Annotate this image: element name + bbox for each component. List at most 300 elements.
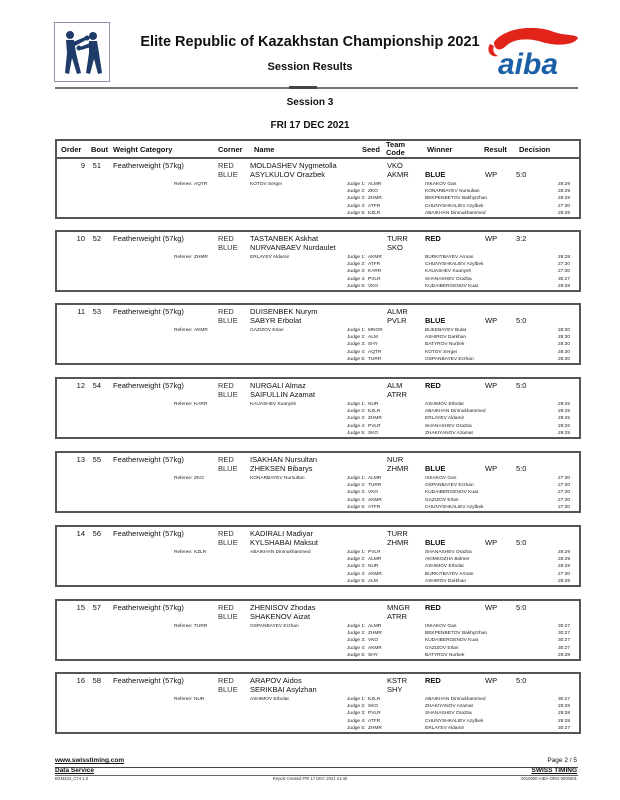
judge-label: Judge 2: <box>347 262 366 268</box>
judge-team: KZLR <box>368 409 381 415</box>
col-team-code-line1: Team <box>386 140 406 149</box>
judge-name: BURKITBAYEV Arman <box>425 255 474 260</box>
col-result: Result <box>484 145 507 154</box>
judge-team: ATFR <box>368 718 381 724</box>
judge-name: ERLAYEV Aldamir <box>425 416 465 422</box>
judge-name: CHUNYSHKALIEV Azylbek <box>425 203 484 209</box>
bout-number: 57 <box>92 603 101 612</box>
red-boxer-name: ARAPOV Aidos <box>250 676 302 685</box>
judge-score: 28:29 <box>558 557 571 563</box>
judge-team: ZHMR <box>368 416 382 422</box>
red-boxer-name: ISAKHAN Nursultan <box>250 455 318 464</box>
corner-red-label: RED <box>218 455 234 464</box>
judge-team: PVLR <box>368 550 381 555</box>
judge-score: 30:27 <box>558 624 571 629</box>
judge-label: Judge 5: <box>347 652 366 658</box>
judge-score: 30:27 <box>558 276 571 282</box>
judge-name: KONARBAYEV Nursultan <box>425 189 480 195</box>
judge-name: KAUASHEV Kuanysh <box>425 269 472 275</box>
judge-team: AKMR <box>368 571 382 577</box>
judge-label: Judge 1: <box>347 182 366 187</box>
corner-red-label: RED <box>218 529 234 538</box>
judge-score: 27:30 <box>558 504 571 510</box>
footer-url-link[interactable]: www.swisstiming.com <box>55 757 125 764</box>
referee-name: OSPANBAYEV Erzhan <box>250 624 299 629</box>
judge-name: BUKEBAYEV Bulat <box>425 328 466 333</box>
blue-team-code: AKMR <box>387 170 409 179</box>
bout-block <box>55 377 581 439</box>
judge-score: 29:28 <box>558 283 571 289</box>
judge-name: ZHAKIYANOV Azamat <box>425 704 473 710</box>
judge-team: SHY <box>368 342 378 348</box>
judge-score: 28:29 <box>558 564 571 570</box>
judge-label: Judge 3: <box>347 490 366 496</box>
bout-order: 13 <box>76 455 85 464</box>
judge-team: MNGR <box>368 328 383 333</box>
judge-score: 29:25 <box>558 430 571 436</box>
bout-block <box>55 672 581 734</box>
judge-label: Judge 2: <box>347 704 366 710</box>
corner-red-label: RED <box>218 381 234 390</box>
report-reference: 0010000-AIBA-ORG-0000001 <box>521 776 577 781</box>
winner-corner: RED <box>425 381 441 390</box>
winner-corner: BLUE <box>425 464 446 473</box>
judge-name: ISKAKOV Gan <box>425 476 457 481</box>
judge-score: 27:30 <box>558 262 571 268</box>
judge-score: 30:27 <box>558 631 571 637</box>
judge-label: Judge 2: <box>347 557 366 563</box>
judge-name: ERLAYEV Aldamir <box>425 725 465 731</box>
judge-team: ZHMR <box>368 631 382 637</box>
judge-team: ZHMR <box>368 196 382 202</box>
judge-name: CHUNYSHKALIEV Azylbek <box>425 262 484 268</box>
judge-name: KUDAIBERGENOV Kuat <box>425 283 479 289</box>
judge-score: 29:28 <box>558 255 571 260</box>
page-title: Elite Republic of Kazakhstan Championship 2021 <box>140 34 480 50</box>
session-label: Session 3 <box>286 97 334 108</box>
bout-number: 58 <box>92 676 101 685</box>
col-decision: Decision <box>519 145 551 154</box>
col-name: Name <box>254 145 275 154</box>
red-team-code: KSTR <box>387 676 408 685</box>
judge-name: ABAIKHAN Dinmukhammed <box>425 697 486 702</box>
judge-label: Judge 3: <box>347 416 366 422</box>
judge-label: Judge 4: <box>347 645 366 651</box>
winner-corner: BLUE <box>425 170 446 179</box>
judge-label: Judge 3: <box>347 638 366 644</box>
judge-label: Judge 2: <box>347 483 366 489</box>
blue-boxer-name: NURVANBAEV Nurdaulet <box>250 243 336 252</box>
referee-name: KOTOV Sergei <box>250 182 282 187</box>
judge-name: KUDAIBERGENOV Kuat <box>425 490 479 496</box>
blue-boxer-name: SHAKENOV Aizat <box>250 612 311 621</box>
judge-team: TURR <box>368 356 382 362</box>
corner-red-label: RED <box>218 676 234 685</box>
referee-name: ASHIMOV Erbolat <box>250 697 289 702</box>
referee-team: AKMR <box>194 328 208 333</box>
judge-label: Judge 3: <box>347 269 366 275</box>
judge-score: 29:26 <box>558 423 571 429</box>
bout-order: 10 <box>76 234 85 243</box>
red-team-code: ALM <box>387 381 403 390</box>
referee-label: Referee: <box>174 697 193 702</box>
session-date: FRI 17 DEC 2021 <box>270 120 350 131</box>
judge-label: Judge 4: <box>347 203 366 209</box>
boxers-logo-icon <box>54 22 110 82</box>
judge-label: Judge 3: <box>347 564 366 570</box>
bout-number: 54 <box>92 381 101 390</box>
winner-corner: RED <box>425 234 441 243</box>
judge-label: Judge 4: <box>347 423 366 429</box>
judge-team: ZHMR <box>368 725 382 731</box>
judge-team: ATFR <box>368 203 381 209</box>
winner-corner: BLUE <box>425 316 446 325</box>
judge-name: KOTOV Sergei <box>425 349 457 355</box>
judge-score: 30:27 <box>558 638 571 644</box>
judge-label: Judge 1: <box>347 328 366 333</box>
corner-blue-label: BLUE <box>218 538 238 547</box>
judge-name: ISKAKOV Gan <box>425 624 457 629</box>
judge-team: ALMR <box>368 476 382 481</box>
judge-score: 28:30 <box>558 342 571 348</box>
judge-name: GAZIZOV Erlan <box>425 497 459 503</box>
judge-team: SKO <box>368 430 379 436</box>
bout-block <box>55 157 581 219</box>
blue-boxer-name: SAIFULLIN Azamat <box>250 390 316 399</box>
judge-team: PVLR <box>368 423 381 429</box>
judge-team: AKMR <box>368 645 382 651</box>
weight-category: Featherweight (57kg) <box>113 603 184 612</box>
corner-blue-label: BLUE <box>218 170 238 179</box>
judge-score: 29:28 <box>558 718 571 724</box>
judge-label: Judge 3: <box>347 711 366 717</box>
referee-label: Referee: <box>174 550 193 555</box>
red-boxer-name: ZHENISOV Zhodas <box>250 603 316 612</box>
blue-team-code: ATRR <box>387 390 407 399</box>
result-type: WP <box>485 234 498 243</box>
report-created: Report Created FRI 17 DEC 2021 21:40 <box>272 776 348 781</box>
judge-label: Judge 4: <box>347 497 366 503</box>
judge-label: Judge 1: <box>347 697 366 702</box>
judge-score: 29:25 <box>558 402 571 407</box>
red-boxer-name: TASTANBEK Askhat <box>250 234 319 243</box>
bout-block <box>55 599 581 661</box>
blue-team-code: ZHMR <box>387 538 409 547</box>
judge-score: 29:25 <box>558 416 571 422</box>
blue-boxer-name: ZHEKSEN Bibarys <box>250 464 313 473</box>
judge-score: 28:30 <box>558 356 571 362</box>
judge-name: KUDAIBERGENOV Kuat <box>425 638 479 644</box>
judge-team: ALMR <box>368 557 382 563</box>
judge-name: GAZIZOV Erlan <box>425 645 459 651</box>
judge-team: VKO <box>368 283 379 289</box>
judge-team: VKO <box>368 638 379 644</box>
svg-text:aiba: aiba <box>498 48 559 78</box>
judge-score: 28:30 <box>558 349 571 355</box>
page-subtitle: Session Results <box>267 61 353 73</box>
judge-label: Judge 1: <box>347 550 366 555</box>
judge-name: OSPANBAYEV Erzhan <box>425 483 474 489</box>
col-team-code <box>386 141 405 157</box>
result-type: WP <box>485 464 498 473</box>
bout-block <box>55 303 581 365</box>
judge-team: KZLR <box>368 210 381 216</box>
judge-team: KARR <box>368 269 382 275</box>
bout-number: 56 <box>92 529 101 538</box>
referee-team: ZHMR <box>194 255 208 260</box>
blue-team-code: PVLR <box>387 316 407 325</box>
judge-label: Judge 2: <box>347 631 366 637</box>
judge-name: CHUNYSHKALIEV Azylbek <box>425 504 484 510</box>
judge-label: Judge 4: <box>347 276 366 282</box>
blue-team-code: ATRR <box>387 612 407 621</box>
referee-label: Referee: <box>174 182 193 187</box>
result-type: WP <box>485 170 498 179</box>
judge-score: 28:30 <box>558 328 571 333</box>
judge-label: Judge 1: <box>347 624 366 629</box>
judge-label: Judge 3: <box>347 342 366 348</box>
judge-score: 27:30 <box>558 497 571 503</box>
judge-name: ASHIROV Darkhan <box>425 335 467 341</box>
bout-order: 11 <box>77 307 85 316</box>
judge-name: BATYROV Nurbek <box>425 342 465 348</box>
judge-name: ZHAKIYANOV Azamat <box>425 430 473 436</box>
red-team-code: VKO <box>387 161 403 170</box>
judge-label: Judge 1: <box>347 402 366 407</box>
judge-team: ATFR <box>368 504 381 510</box>
col-winner: Winner <box>427 145 453 154</box>
blue-boxer-name: KYLSHABAI Maksut <box>250 538 318 547</box>
judge-score: 30:27 <box>558 697 571 702</box>
bout-order: 15 <box>76 603 85 612</box>
footer-data-service: Data Service <box>55 767 95 774</box>
judge-score: 27:30 <box>558 269 571 275</box>
judge-label: Judge 4: <box>347 349 366 355</box>
judge-name: BEKPENBETOV Bakhytzhan <box>425 196 488 202</box>
bout-order: 14 <box>76 529 85 538</box>
footer-brand: SWISS TIMING <box>531 767 577 774</box>
corner-red-label: RED <box>218 161 234 170</box>
winner-corner: BLUE <box>425 538 446 547</box>
referee-name: ABAIKHAN Dinmukhammed <box>250 550 311 555</box>
judge-score: 29:28 <box>558 711 571 717</box>
judge-label: Judge 5: <box>347 430 366 436</box>
red-boxer-name: DUISENBEK Nurym <box>250 307 318 316</box>
decision-score: 5:0 <box>516 170 527 179</box>
judge-team: ALM <box>368 335 378 341</box>
judge-team: AQTR <box>368 349 382 355</box>
judge-name: SHANASHEV Orazba <box>425 711 472 717</box>
judge-team: ALM <box>368 578 378 584</box>
corner-red-label: RED <box>218 307 234 316</box>
bout-order: 9 <box>80 161 85 170</box>
referee-name: ERLAYEV Aldamir <box>250 255 290 260</box>
blue-boxer-name: ASYLKULOV Orazbek <box>250 170 326 179</box>
red-team-code: ALMR <box>387 307 408 316</box>
judge-label: Judge 5: <box>347 210 366 216</box>
bout-number: 51 <box>92 161 101 170</box>
red-team-code: NUR <box>387 455 404 464</box>
judge-team: TURR <box>368 483 382 489</box>
bout-order: 12 <box>76 381 85 390</box>
referee-label: Referee: <box>174 624 193 629</box>
judge-name: SHANASHEV Orazba <box>425 550 472 555</box>
corner-blue-label: BLUE <box>218 243 238 252</box>
judge-label: Judge 2: <box>347 409 366 415</box>
judge-score: 28:29 <box>558 182 571 187</box>
corner-blue-label: BLUE <box>218 464 238 473</box>
judge-label: Judge 5: <box>347 504 366 510</box>
blue-team-code: SHY <box>387 685 403 694</box>
referee-label: Referee: <box>174 476 193 481</box>
judge-label: Judge 1: <box>347 255 366 260</box>
col-bout: Bout <box>91 145 109 154</box>
judge-score: 29:28 <box>558 652 571 658</box>
result-type: WP <box>485 538 498 547</box>
red-team-code: TURR <box>387 529 408 538</box>
corner-blue-label: BLUE <box>218 316 238 325</box>
judge-label: Judge 5: <box>347 578 366 584</box>
judge-name: CHUNYSHKALIEV Azylbek <box>425 718 484 724</box>
referee-team: KARR <box>194 402 208 407</box>
judge-label: Judge 2: <box>347 335 366 341</box>
judge-label: Judge 3: <box>347 196 366 202</box>
judge-name: AKIMKOZHA Bolmer <box>425 557 470 563</box>
judge-name: ABAIKHAN Dinmukhammed <box>425 210 486 216</box>
decision-score: 5:0 <box>516 381 527 390</box>
judge-team: NUR <box>368 564 379 570</box>
red-team-code: MNGR <box>387 603 410 612</box>
corner-blue-label: BLUE <box>218 685 238 694</box>
bout-block <box>55 230 581 292</box>
referee-team: KZLR <box>194 550 207 555</box>
col-weight-category: Weight Category <box>113 145 173 154</box>
header-divider-accent <box>289 86 317 89</box>
judge-score: 27:30 <box>558 490 571 496</box>
judge-score: 28:30 <box>558 335 571 341</box>
referee-label: Referee: <box>174 255 193 260</box>
judge-label: Judge 5: <box>347 356 366 362</box>
blue-team-code: SKO <box>387 243 403 252</box>
red-boxer-name: NURGALI Almaz <box>250 381 306 390</box>
bout-block <box>55 451 581 513</box>
referee-team: TURR <box>194 624 208 629</box>
referee-team: AQTR <box>194 182 208 187</box>
referee-label: Referee: <box>174 328 193 333</box>
judge-label: Judge 5: <box>347 725 366 731</box>
judge-score: 27:30 <box>558 571 571 577</box>
weight-category: Featherweight (57kg) <box>113 307 184 316</box>
judge-score: 30:27 <box>558 725 571 731</box>
judge-name: ABAIKHAN Dinmukhammed <box>425 409 486 415</box>
judge-score: 29:25 <box>558 409 571 415</box>
judge-name: OSPANBAYEV Erzhan <box>425 356 474 362</box>
judge-name: ISKAKOV Gan <box>425 182 457 187</box>
judge-name: SHANASHEV Orazba <box>425 276 472 282</box>
result-type: WP <box>485 603 498 612</box>
judge-score: 27:30 <box>558 476 571 481</box>
blue-boxer-name: SERIKBAI Asylzhan <box>250 685 317 694</box>
corner-blue-label: BLUE <box>218 612 238 621</box>
page-number: Page 2 / 5 <box>547 757 577 764</box>
referee-name: GAZIZOV Erlan <box>250 328 284 333</box>
bout-number: 55 <box>92 455 101 464</box>
judge-team: ZKO <box>368 189 378 195</box>
decision-score: 5:0 <box>516 603 527 612</box>
judge-name: ASHIMOV Erbolat <box>425 564 464 570</box>
report-code: BXM233_C74 1.0 <box>55 776 89 781</box>
judge-score: 27:30 <box>558 203 571 209</box>
judge-score: 29:28 <box>558 704 571 710</box>
red-boxer-name: MOLDASHEV Nygmetolla <box>250 161 337 170</box>
judge-score: 28:29 <box>558 550 571 555</box>
bout-block <box>55 525 581 587</box>
bout-number: 53 <box>92 307 101 316</box>
judge-score: 28:29 <box>558 578 571 584</box>
winner-corner: RED <box>425 676 441 685</box>
judge-label: Judge 1: <box>347 476 366 481</box>
red-boxer-name: KADIRALI Madiyar <box>250 529 313 538</box>
weight-category: Featherweight (57kg) <box>113 381 184 390</box>
decision-score: 5:0 <box>516 464 527 473</box>
judge-name: ASHIROV Darkhan <box>425 578 467 584</box>
judge-name: BEKPENBETOV Bakhytzhan <box>425 631 488 637</box>
result-type: WP <box>485 381 498 390</box>
weight-category: Featherweight (57kg) <box>113 676 184 685</box>
judge-team: PVLR <box>368 276 381 282</box>
red-team-code: TURR <box>387 234 408 243</box>
judge-name: ASHIMOV Erbolat <box>425 402 464 407</box>
judge-team: ALMR <box>368 624 382 629</box>
decision-score: 5:0 <box>516 538 527 547</box>
weight-category: Featherweight (57kg) <box>113 455 184 464</box>
decision-score: 5:0 <box>516 316 527 325</box>
decision-score: 5:0 <box>516 676 527 685</box>
result-type: WP <box>485 316 498 325</box>
weight-category: Featherweight (57kg) <box>113 529 184 538</box>
judge-name: BURKITBAYEV Arman <box>425 571 474 577</box>
judge-team: NUR <box>368 402 379 407</box>
judge-score: 28:29 <box>558 210 571 216</box>
judge-team: AKMR <box>368 497 382 503</box>
judge-team: SHY <box>368 652 378 658</box>
bout-order: 16 <box>76 676 85 685</box>
judge-team: VKO <box>368 490 379 496</box>
weight-category: Featherweight (57kg) <box>113 161 184 170</box>
judge-team: AKMR <box>368 255 382 260</box>
corner-blue-label: BLUE <box>218 390 238 399</box>
corner-red-label: RED <box>218 603 234 612</box>
referee-label: Referee: <box>174 402 193 407</box>
judge-score: 28:29 <box>558 196 571 202</box>
judge-team: ATFR <box>368 262 381 268</box>
judge-team: KZLR <box>368 697 381 702</box>
result-type: WP <box>485 676 498 685</box>
judge-score: 30:27 <box>558 645 571 651</box>
referee-name: KONARBAYEV Nursultan <box>250 476 305 481</box>
judge-label: Judge 4: <box>347 571 366 577</box>
bout-number: 52 <box>92 234 101 243</box>
judge-label: Judge 4: <box>347 718 366 724</box>
blue-team-code: ZHMR <box>387 464 409 473</box>
col-order: Order <box>61 145 82 154</box>
corner-red-label: RED <box>218 234 234 243</box>
referee-name: KAUASHEV Kuanysh <box>250 402 297 407</box>
weight-category: Featherweight (57kg) <box>113 234 184 243</box>
decision-score: 3:2 <box>516 234 527 243</box>
judge-team: ALMR <box>368 182 382 187</box>
judge-label: Judge 2: <box>347 189 366 195</box>
